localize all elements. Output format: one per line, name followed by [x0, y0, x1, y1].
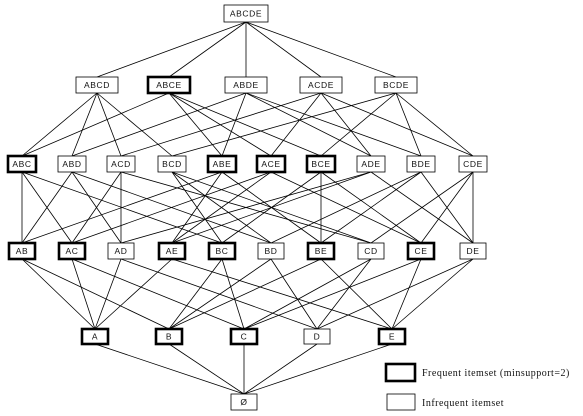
edge-empty-a — [95, 344, 244, 394]
itemset-label: E — [388, 331, 396, 342]
itemset-label: BDE — [411, 159, 431, 169]
edge-b-ab — [22, 259, 169, 329]
itemset-node-de — [460, 243, 486, 259]
edge-c-bc — [222, 259, 244, 329]
itemset-label: BD — [264, 246, 278, 256]
itemset-label: Ø — [240, 397, 248, 407]
legend-frequent-label: Frequent itemset (minsupport=2) — [422, 368, 570, 379]
edge-empty-d — [244, 344, 317, 394]
itemset-label: ABD — [62, 159, 82, 169]
edge-empty-e — [244, 344, 392, 394]
itemset-node-ad — [108, 243, 134, 259]
itemset-label: ACE — [261, 159, 281, 169]
itemset-node-bce — [307, 156, 335, 172]
edge-ade-abde — [246, 93, 371, 156]
itemset-label: DE — [466, 246, 480, 256]
itemset-label: CD — [364, 246, 378, 256]
edge-bcde-abcde — [246, 22, 396, 77]
itemset-node-bde — [407, 156, 435, 172]
legend-infrequent-swatch — [387, 394, 415, 410]
legend-infrequent-label: Infrequent itemset — [422, 398, 505, 409]
itemset-node-abcde — [224, 5, 268, 22]
edge-e-ae — [172, 259, 392, 329]
edge-empty-b — [169, 344, 244, 394]
edge-b-bc — [169, 259, 222, 329]
itemset-label: C — [240, 331, 248, 342]
itemset-label: A — [91, 331, 99, 342]
itemset-node-bcde — [375, 77, 417, 93]
itemset-label: ABE — [212, 159, 232, 169]
itemset-node-acde — [300, 77, 342, 93]
edge-bce-bcde — [321, 93, 396, 156]
itemset-node-abce — [148, 77, 190, 93]
edge-bcd-bcde — [172, 93, 396, 156]
itemset-node-abc — [8, 156, 36, 172]
itemset-label: AC — [65, 246, 79, 256]
itemset-node-ce — [408, 243, 434, 259]
itemset-label: BCE — [311, 159, 331, 169]
itemset-node-e — [379, 329, 405, 344]
itemset-label: ADE — [361, 159, 381, 169]
itemset-node-cde — [459, 156, 487, 172]
itemset-label: AB — [15, 246, 29, 256]
itemset-node-bc — [209, 243, 235, 259]
edge-a-ae — [95, 259, 172, 329]
itemset-node-abcd — [76, 77, 118, 93]
itemset-node-abde — [225, 77, 267, 93]
itemset-node-d — [304, 329, 330, 344]
itemset-node-ace — [257, 156, 285, 172]
edge-acd-abcd — [97, 93, 121, 156]
edge-cde-acde — [321, 93, 473, 156]
itemset-node-a — [82, 329, 108, 344]
edge-abcd-abcde — [97, 22, 246, 77]
itemset-label: ACDE — [307, 80, 335, 90]
itemset-label: CE — [414, 246, 428, 256]
itemset-label: BCDE — [382, 80, 410, 90]
itemset-node-acd — [107, 156, 135, 172]
legend-frequent-swatch — [386, 364, 415, 381]
itemset-node-be — [308, 243, 334, 259]
legend-infrequent — [387, 394, 504, 410]
itemset-label: BE — [314, 246, 328, 256]
legend — [386, 364, 570, 410]
itemset-node-ade — [357, 156, 385, 172]
edge-c-cd — [244, 259, 371, 329]
itemset-node-abe — [208, 156, 236, 172]
itemset-node-ac — [59, 243, 85, 259]
itemset-label: ABC — [12, 159, 32, 169]
edge-a-ab — [22, 259, 95, 329]
itemset-label: ABCE — [156, 80, 182, 90]
itemset-node-ae — [159, 243, 185, 259]
itemset-label: ABCD — [83, 80, 111, 90]
edge-d-bd — [271, 259, 317, 329]
itemset-label: AD — [114, 246, 128, 256]
edge-abce-abcde — [169, 22, 246, 77]
itemset-node-ab — [9, 243, 35, 259]
edge-abe-abce — [169, 93, 222, 156]
edge-abc-abcd — [22, 93, 97, 156]
edge-e-de — [392, 259, 473, 329]
itemset-label: CDE — [463, 159, 483, 169]
edge-bde-bcde — [396, 93, 421, 156]
itemset-label: ABDE — [233, 80, 259, 90]
edge-abc-abce — [22, 93, 169, 156]
edge-cde-bcde — [396, 93, 473, 156]
edge-bce-abce — [169, 93, 321, 156]
edge-e-ce — [392, 259, 421, 329]
edge-bde-abde — [246, 93, 421, 156]
edge-b-bd — [169, 259, 271, 329]
itemset-node-abd — [58, 156, 86, 172]
itemset-node-bcd — [158, 156, 186, 172]
edge-d-cd — [317, 259, 371, 329]
itemset-label: B — [165, 331, 173, 342]
lattice-nodes — [8, 5, 487, 410]
edge-b-be — [169, 259, 321, 329]
itemset-label: AE — [165, 246, 179, 256]
itemset-label: ABCDE — [229, 8, 263, 19]
edge-bcd-abcd — [97, 93, 172, 156]
itemset-node-cd — [358, 243, 384, 259]
legend-frequent — [386, 364, 570, 381]
itemset-label: BCD — [162, 159, 182, 169]
edge-acde-abcde — [246, 22, 321, 77]
edge-ace-acde — [271, 93, 321, 156]
itemset-label: ACD — [111, 159, 131, 169]
itemset-label: D — [313, 331, 321, 342]
edge-abe-abde — [222, 93, 246, 156]
edge-a-ad — [95, 259, 121, 329]
itemset-node-bd — [258, 243, 284, 259]
itemset-node-empty — [231, 394, 257, 410]
itemset-label: BC — [215, 246, 229, 256]
edge-abd-abcd — [72, 93, 97, 156]
itemset-node-b — [156, 329, 182, 344]
itemset-node-c — [231, 329, 257, 344]
